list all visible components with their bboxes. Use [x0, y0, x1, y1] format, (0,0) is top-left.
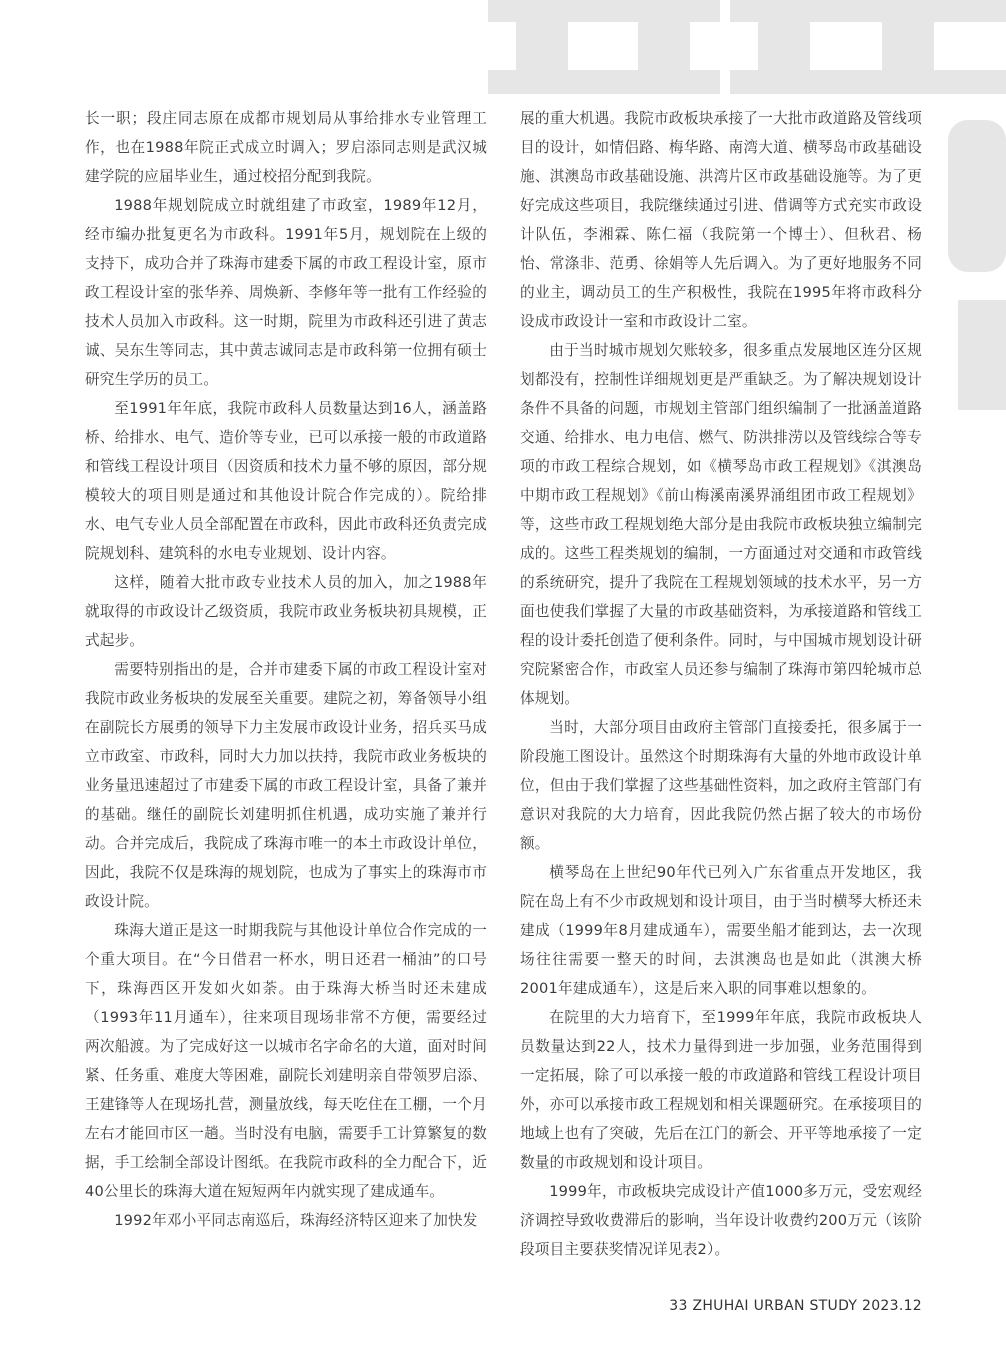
- paragraph: 当时，大部分项目由政府主管部门直接委托，很多属于一阶段施工图设计。虽然这个时期珠海有大量的外地市政设计单位，但由于我们掌握了这些基础性资料，加之政府主管部门有意识对我院的大力培育，因此我院仍然占据了较大的市场份额。: [520, 719, 922, 852]
- paragraph: 1988年规划院成立时就组建了市政室，1989年12月，经市编办批复更名为市政科。1991年5月，规划院在上级的支持下，成功合并了珠海市建委下属的市政工程设计室，原市政工程设计室的张华养、周焕新、李修年等一批有工作经验的技术人员加入市政科。这一时期，院里为市政科还引进了黄志诚、吴东生等同志，其中黄志诚同志是市政科第一位拥有硕士研究生学历的员工。: [85, 197, 487, 388]
- paragraph: 1992年邓小平同志南巡后，珠海经济特区迎来了加快发: [114, 1212, 478, 1229]
- page-footer: 33 ZHUHAI URBAN STUDY 2023.12: [669, 1298, 922, 1314]
- paragraph: 1999年，市政板块完成设计产值1000多万元，受宏观经济调控导致收费滞后的影响，当年设计收费约200万元（该阶段项目主要获奖情况详见表2）。: [520, 1183, 922, 1258]
- paragraph: 这样，随着大批市政专业技术人员的加入，加之1988年就取得的市政设计乙级资质，我院市政业务板块初具规模，正式起步。: [85, 574, 487, 649]
- paragraph: 由于当时城市规划欠账较多，很多重点发展地区连分区规划都没有，控制性详细规划更是严重缺乏。为了解决规划设计条件不具备的问题，市规划主管部门组织编制了一批涵盖道路交通、给排水、电力电信、燃气、防洪排涝以及管线综合等专项的市政工程综合规划，如《横琴岛市政工程规划》《淇澳岛中期市政工程规划》《前山梅溪南溪界涌组团市政工程规划》等，这些市政工程规划绝大部分是由我院市政板块独立编制完成的。这些工程类规划的编制，一方面通过对交通和市政管线的系统研究，提升了我院在工程规划领域的技术水平，另一方面也使我们掌握了大量的市政基础资料，为承接道路和管线工程的设计委托创造了便利条件。同时，与中国城市规划设计研究院紧密合作，市政室人员还参与编制了珠海市第四轮城市总体规划。: [520, 342, 922, 707]
- paragraph: 至1991年年底，我院市政科人员数量达到16人，涵盖路桥、给排水、电气、造价等专业，已可以承接一般的市政道路和管线工程设计项目（因资质和技术力量不够的原因，部分规模较大的项目则是通过和其他设计院合作完成的）。院给排水、电气专业人员全部配置在市政科，因此市政科还负责完成院规划科、建筑科的水电专业规划、设计内容。: [85, 400, 487, 562]
- paragraph: 珠海大道正是这一时期我院与其他设计单位合作完成的一个重大项目。在“今日借君一杯水，明日还君一桶油”的口号下，珠海西区开发如火如荼。由于珠海大桥当时还未建成（1993年11月通车），往来项目现场非常不方便，需要经过两次船渡。为了完成好这一以城市名字命名的大道，面对时间紧、任务重、难度大等困难，副院长刘建明亲自带领罗启添、王建锋等人在现场扎营，测量放线，每天吃住在工棚，一个月左右才能回市区一趟。当时没有电脑，需要手工计算繁复的数据，手工绘制全部设计图纸。在我院市政科的全力配合下，近40公里长的珠海大道在短短两年内就实现了建成通车。: [85, 922, 487, 1200]
- paragraph: 需要特别指出的是，合并市建委下属的市政工程设计室对我院市政业务板块的发展至关重要。建院之初，筹备领导小组在副院长方展勇的领导下力主发展市政设计业务，招兵买马成立市政室、市政科，同时大力加以扶持，我院市政业务板块的业务量迅速超过了市建委下属的市政工程设计室，具备了兼并的基础。继任的副院长刘建明抓住机遇，成功实施了兼并行动。合并完成后，我院成了珠海市唯一的本土市政设计单位，因此，我院不仅是珠海的规划院，也成为了事实上的珠海市市政设计院。: [85, 661, 487, 910]
- left-text-column: [85, 104, 487, 1235]
- right-text-column: [520, 104, 922, 1264]
- paragraph: 长一职；段庄同志原在成都市规划局从事给排水专业管理工作，也在1988年院正式成立时调入；罗启添同志则是武汉城建学院的应届毕业生，通过校招分配到我院。: [85, 110, 487, 185]
- paragraph: 在院里的大力培育下，至1999年年底，我院市政板块人员数量达到22人，技术力量得到进一步加强，业务范围得到一定拓展，除了可以承接一般的市政道路和管线工程设计项目外，亦可以承接市政工程规划和相关课题研究。在承接项目的地域上也有了突破，先后在江门的新会、开平等地承接了一定数量的市政规划和设计项目。: [520, 1009, 922, 1171]
- paragraph: 展的重大机遇。我院市政板块承接了一大批市政道路及管线项目的设计，如情侣路、梅华路、南湾大道、横琴岛市政基础设施、淇澳岛市政基础设施、洪湾片区市政基础设施等。为了更好完成这些项目，我院继续通过引进、借调等方式充实市政设计队伍，李湘霖、陈仁福（我院第一个博士）、但秋君、杨怡、常涤非、范勇、徐娟等人先后调入。为了更好地服务不同的业主，调动员工的生产积极性，我院在1995年将市政科分设成市政设计一室和市政设计二室。: [520, 110, 922, 330]
- paragraph: 横琴岛在上世纪90年代已列入广东省重点开发地区，我院在岛上有不少市政规划和设计项目，由于当时横琴大桥还未建成（1999年8月建成通车），需要坐船才能到达，去一次现场往往需要一整天的时间，去淇澳岛也是如此（淇澳大桥2001年建成通车），这是后来入职的同事难以想象的。: [520, 864, 922, 997]
